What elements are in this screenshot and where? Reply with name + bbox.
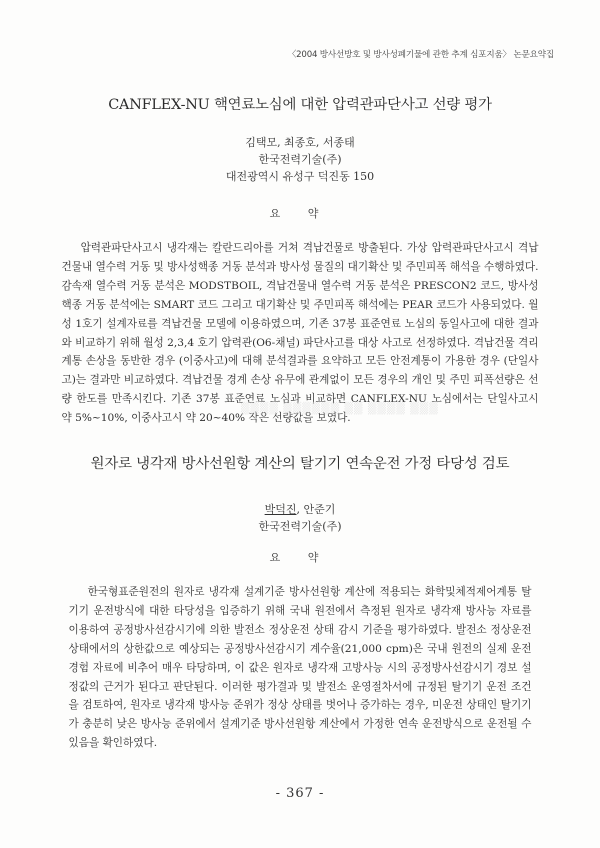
paper-two-author-block [0,501,600,535]
paper-two-title: 원자로 냉각재 방사선원항 계산의 탈기기 연속운전 가정 타당성 검토 [90,456,510,472]
bleed-through-text: ▒▒▒ ▒▒▒▒ ▒▒ ▒▒▒▒▒▒ ▒▒▒▒ [240,402,438,415]
paper-two-presenting-author: 박덕진 [264,503,297,516]
paper-one-address: 대전광역시 유성구 덕진동 150 [225,170,375,183]
running-header: 〈2004 방사선방호 및 방사성폐기물에 관한 추계 심포지움〉 논문요약집 [287,50,554,60]
paper-two-affiliation: 한국전력기술(주) [258,520,342,533]
paper-one-affiliation: 한국전력기술(주) [258,153,342,166]
paper-one [0,93,600,428]
paper-one-author-block [0,134,600,185]
paper-two-author-separator: , [296,503,304,516]
paper-one-abstract-heading: 요 약 [269,207,331,220]
paper-two-abstract: 한국형표준원전의 원자로 냉각재 설계기준 방사선원항 계산에 적용되는 화학및체적제어계통 탈기기 운전방식에 대한 타당성을 입증하기 위해 국내 원전에서 측정된 원자로 냉각재 방사능 자료를 이용하여 공정방사선감시기에 의한 발전소 정상운전 상태 감시 기준을 평가하였다. 발전소 정상운전 상태에서의 상한값으로 예상되는 공정방사선감시기 계수율(21,000 cpm)은 국내 원전의 실제 운전 경험 자료에 비추어 매우 타당하며, 이 값은 원자로 냉각재 고방사능 시의 공정방사선감시기 경보 설정값의 근거가 된다고 판단된다. 이러한 평가결과 및 발전소 운영절차서에 규정된 탈기기 운전 조건을 검토하여, 원자로 냉각재 방사능 준위가 정상 상태를 벗어나 증가하는 경우, 미운전 상태인 탈기기가 충분히 낮은 방사능 준위에서 설계기준 방사선원항 계산에서 가정한 연속 운전방식으로 운전될 수 있음을 확인하였다. [68,586,532,750]
page-number: - 367 - [275,786,325,801]
paper-one-abstract: 압력관파단사고시 냉각재는 칼란드리아를 거쳐 격납건물로 방출된다. 가상 압력관파단사고시 격납건물내 열수력 거동 및 방사성핵종 거동 분석과 방사성 물질의 대기확산 및 주민피폭 해석을 수행하였다. 감속재 열수력 거동 분석은 MODSTBOIL, 격납건물내 열수력 거동 분석은 PRESCON2 코드, 방사성핵종 거동 분석에는 SMART 코드 그리고 대기확산 및 주민피폭 해석에는 PEAR 코드가 사용되었다. 월성 1호기 설계자료를 격납건물 모델에 이용하였으며, 기존 37봉 표준연료 노심의 동일사고에 대한 결과와 비교하기 위해 월성 2,3,4 호기 압력관(O6-채널) 파단사고를 대상 사고로 선정하였다. 격납건물 격리계통 손상을 동반한 경우 (이중사고)에 대해 분석결과를 요약하고 모든 안전계통이 가용한 경우 (단일사고)는 결과만 비교하였다. 격납건물 경계 손상 유무에 관계없이 모든 경우의 개인 및 주민 피폭선량은 선량 한도를 만족시킨다. 기존 37봉 표준연료 노심과 비교하면 CANFLEX-NU 노심에서는 단일사고시 약 5%~10%, 이중사고시 약 20~40% 작은 선량값을 보였다. [61,242,539,425]
paper-two [0,452,600,753]
paper-two-coauthor: 안준기 [303,503,336,516]
paper-one-authors: 김택모, 최종호, 서종태 [245,136,355,149]
paper-two-authors [0,501,600,518]
paper-one-title: CANFLEX-NU 핵연료노심에 대한 압력관파단사고 선량 평가 [108,97,492,113]
paper-two-abstract-heading: 요 약 [269,551,331,564]
